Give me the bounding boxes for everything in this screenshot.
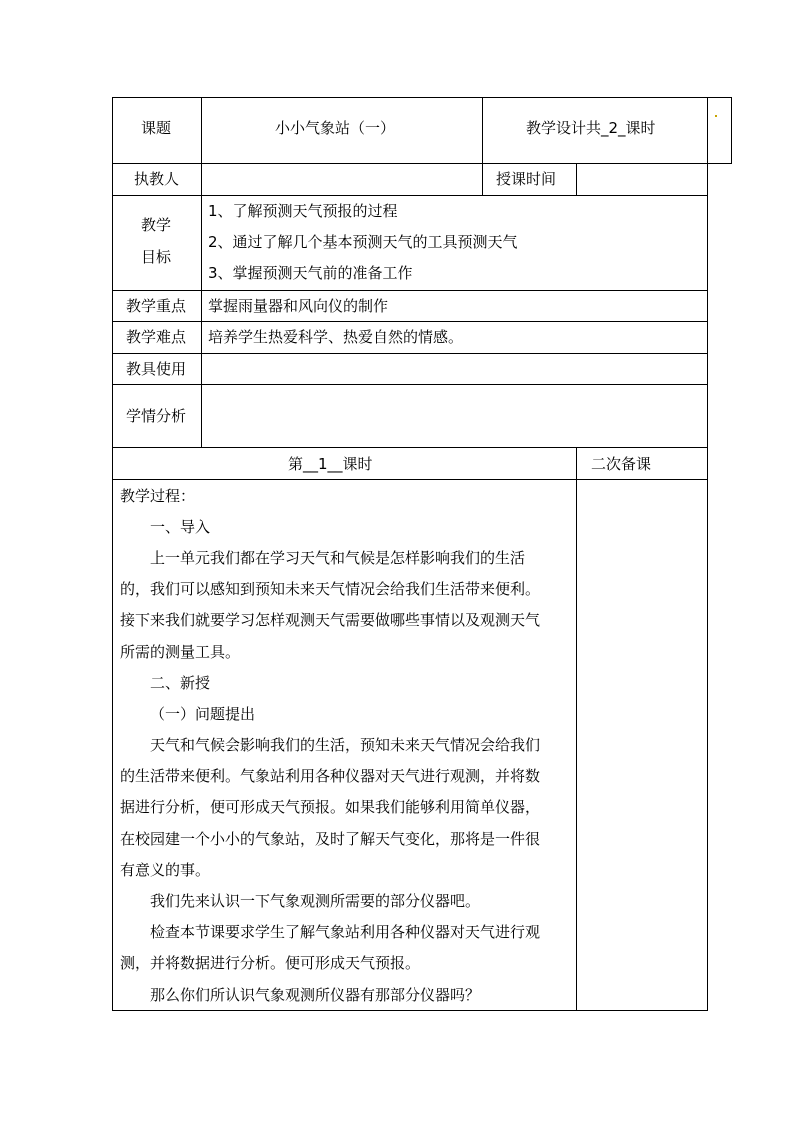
design-total: 教学设计共_2_课时 <box>526 119 656 137</box>
difficulties-value: 培养学生热爱科学、热爱自然的情感。 <box>208 328 464 346</box>
key-points-label: 教学重点 <box>126 297 187 315</box>
tools-value-cell <box>201 353 708 385</box>
time-value-cell <box>576 163 708 196</box>
process-line: 教学过程： <box>120 487 196 505</box>
process-line: 的，我们可以感知到预知未来天气情况会给我们生活带来便利。 <box>120 580 541 598</box>
process-line: 测，并将数据进行分析。便可形成天气预报。 <box>120 954 421 972</box>
teacher-label: 执教人 <box>134 170 180 188</box>
mark-dot <box>715 115 717 117</box>
process-line: （一）问题提出 <box>150 705 256 723</box>
time-label: 授课时间 <box>496 170 557 188</box>
process-line: 接下来我们就要学习怎样观测天气需要做哪些事情以及观测天气 <box>120 611 541 629</box>
period-title: 第__1__课时 <box>288 455 373 473</box>
process-line: 上一单元我们都在学习天气和气候是怎样影响我们的生活 <box>150 549 526 567</box>
analysis-value-cell <box>201 384 708 448</box>
difficulties-label: 教学难点 <box>126 328 187 346</box>
process-line: 一、导入 <box>150 518 211 536</box>
process-line: 所需的测量工具。 <box>120 643 241 661</box>
process-line: 检查本节课要求学生了解气象站利用各种仪器对天气进行观 <box>150 923 541 941</box>
tools-label: 教具使用 <box>126 360 187 378</box>
analysis-label: 学情分析 <box>126 407 187 425</box>
goals-label-line1: 教学 <box>141 216 172 234</box>
teacher-value-cell <box>201 163 483 196</box>
goal-item: 2、通过了解几个基本预测天气的工具预测天气 <box>208 233 518 251</box>
second-prep-title: 二次备课 <box>591 455 652 473</box>
process-line: 据进行分析，便可形成天气预报。如果我们能够利用简单仪器， <box>120 798 541 816</box>
second-prep-notes-cell <box>576 479 708 1011</box>
process-line: 那么你们所认识气象观测所仪器有那部分仪器吗？ <box>150 986 481 1004</box>
goal-item: 3、掌握预测天气前的准备工作 <box>208 264 413 282</box>
process-line: 二、新授 <box>150 674 211 692</box>
goals-label-cell <box>112 195 202 291</box>
extra-cell <box>707 97 732 164</box>
process-line: 的生活带来便利。气象站利用各种仪器对天气进行观测，并将数 <box>120 767 541 785</box>
subject-label: 课题 <box>141 119 172 137</box>
subject-value: 小小气象站（一） <box>275 119 396 137</box>
process-line: 在校园建一个小小的气象站，及时了解天气变化，那将是一件很 <box>120 830 541 848</box>
process-line: 我们先来认识一下气象观测所需要的部分仪器吧。 <box>150 892 481 910</box>
process-line: 有意义的事。 <box>120 861 211 879</box>
key-points-value: 掌握雨量器和风向仪的制作 <box>208 297 389 315</box>
process-line: 天气和气候会影响我们的生活，预知未来天气情况会给我们 <box>150 736 541 754</box>
goals-label-line2: 目标 <box>141 248 172 266</box>
goal-item: 1、了解预测天气预报的过程 <box>208 202 398 220</box>
